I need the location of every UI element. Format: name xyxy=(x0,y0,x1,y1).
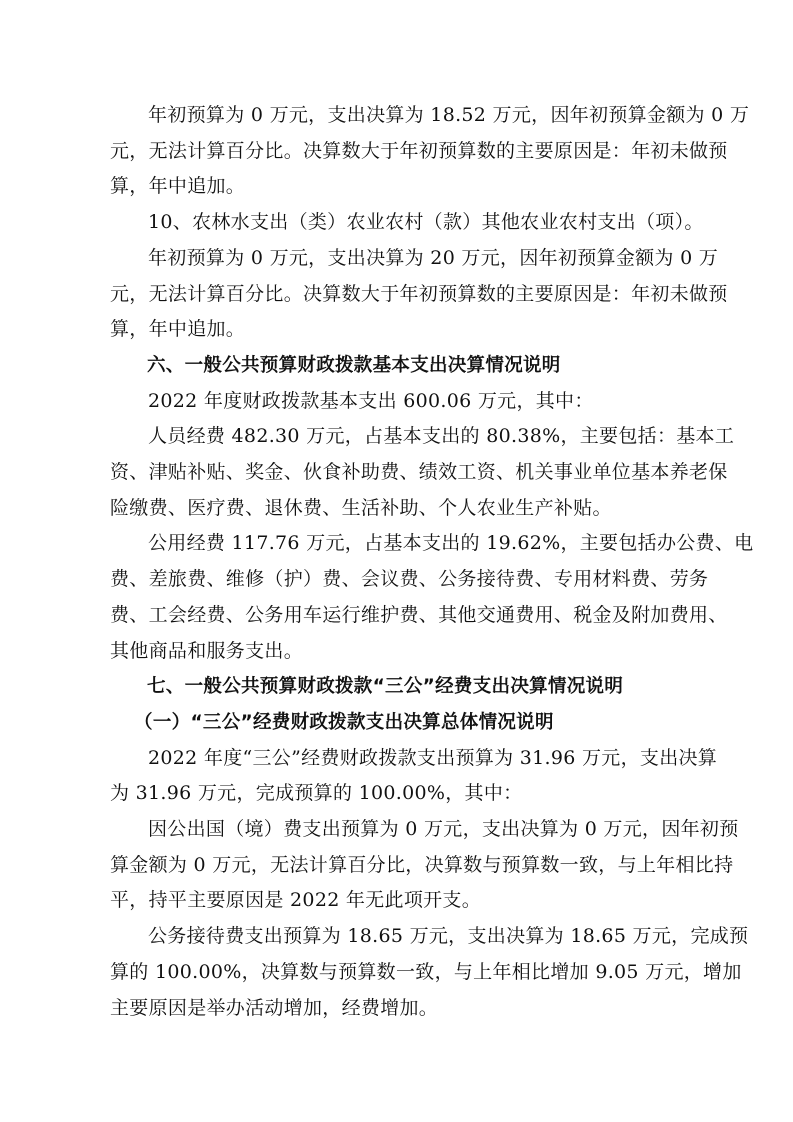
document-page xyxy=(110,98,754,1026)
paragraph-line: 元，无法计算百分比。决算数大于年初预算数的主要原因是：年初未做预 xyxy=(110,139,728,162)
body-paragraph xyxy=(110,241,728,348)
paragraph-line: 资、津贴补贴、奖金、伙食补助费、绩效工资、机关事业单位基本养老保 xyxy=(110,461,728,484)
paragraph-line: 其他商品和服务支出。 xyxy=(110,639,304,662)
document-body xyxy=(110,98,754,1026)
body-paragraph xyxy=(110,98,750,205)
body-paragraph xyxy=(110,526,754,669)
paragraph-line: 因公出国（境）费支出预算为 0 万元，支出决算为 0 万元，因年初预 xyxy=(148,818,739,841)
body-paragraph xyxy=(110,919,749,1026)
section-heading: 七、一般公共预算财政拨款“三公”经费支出决算情况说明 xyxy=(147,676,624,698)
paragraph-line: 元，无法计算百分比。决算数大于年初预算数的主要原因是：年初未做预 xyxy=(110,282,728,305)
paragraph-line: 公用经费 117.76 万元，占基本支出的 19.62%，主要包括办公费、电 xyxy=(148,532,754,555)
paragraph-line: 2022 年度财政拨款基本支出 600.06 万元，其中： xyxy=(148,389,594,412)
paragraph-line: 年初预算为 0 万元，支出决算为 20 万元，因年初预算金额为 0 万 xyxy=(148,246,719,269)
paragraph-line: 险缴费、医疗费、退休费、生活补助、个人农业生产补贴。 xyxy=(110,496,612,519)
paragraph-line: 2022 年度“三公”经费财政拨款支出预算为 31.96 万元，支出决算 xyxy=(148,746,718,769)
paragraph-line: 为 31.96 万元，完成预算的 100.00%，其中： xyxy=(110,782,523,805)
paragraph-line: 平，持平主要原因是 2022 年无此项开支。 xyxy=(110,889,482,912)
body-paragraph xyxy=(110,384,700,420)
body-paragraph xyxy=(110,741,718,812)
paragraph-line: 算，年中追加。 xyxy=(110,318,246,341)
paragraph-line: 10、农林水支出（类）农业农村（款）其他农业农村支出（项）。 xyxy=(148,211,704,234)
paragraph-line: 算的 100.00%，决算数与预算数一致，与上年相比增加 9.05 万元，增加 xyxy=(110,960,742,983)
paragraph-line: 算金额为 0 万元，无法计算百分比，决算数与预算数一致，与上年相比持 xyxy=(110,853,734,876)
paragraph-line: 年初预算为 0 万元，支出决算为 18.52 万元，因年初预算金额为 0 万 xyxy=(148,104,750,126)
paragraph-line: 算，年中追加。 xyxy=(110,175,246,198)
paragraph-line: 费、工会经费、公务用车运行维护费、其他交通费用、税金及附加费用、 xyxy=(110,603,728,626)
body-paragraph xyxy=(110,205,704,241)
section-heading: 六、一般公共预算财政拨款基本支出决算情况说明 xyxy=(147,354,561,376)
body-paragraph xyxy=(110,419,735,526)
section-subheading: （一）“三公”经费财政拨款支出决算总体情况说明 xyxy=(134,711,554,733)
paragraph-line: 公务接待费支出预算为 18.65 万元，支出决算为 18.65 万元，完成预 xyxy=(148,925,749,948)
body-paragraph xyxy=(110,812,739,919)
paragraph-line: 费、差旅费、维修（护）费、会议费、公务接待费、专用材料费、劳务 xyxy=(110,568,709,591)
paragraph-line: 主要原因是举办活动增加，经费增加。 xyxy=(110,996,439,1019)
paragraph-line: 人员经费 482.30 万元，占基本支出的 80.38%，主要包括：基本工 xyxy=(148,425,735,448)
